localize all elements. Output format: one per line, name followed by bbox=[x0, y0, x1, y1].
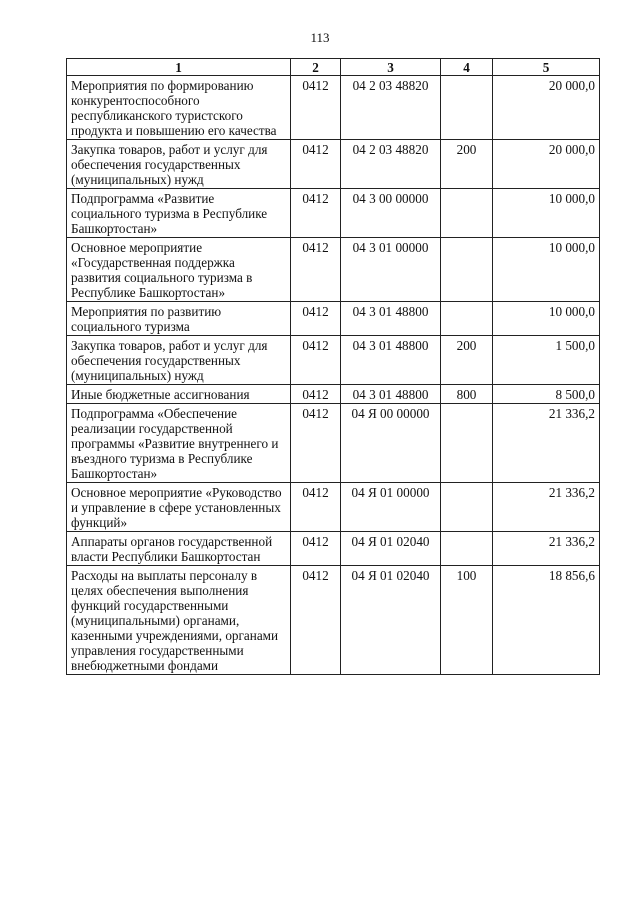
table-header-row bbox=[67, 59, 600, 76]
row-name: Расходы на выплаты персоналу в целях обеспечения выполнения функций государственными (муниципальными) органами, казенными учреждениями, органами управления государственными внебюджетными фондами bbox=[67, 566, 291, 675]
row-section-code: 0412 bbox=[291, 532, 341, 566]
row-target-article: 04 Я 01 02040 bbox=[341, 566, 441, 675]
row-name: Аппараты органов государственной власти Республики Башкортостан bbox=[67, 532, 291, 566]
table-row bbox=[67, 302, 600, 336]
table-row bbox=[67, 566, 600, 675]
table-row bbox=[67, 404, 600, 483]
row-name: Мероприятия по развитию социального туризма bbox=[67, 302, 291, 336]
row-name: Закупка товаров, работ и услуг для обеспечения государственных (муниципальных) нужд bbox=[67, 336, 291, 385]
page-number: 113 bbox=[310, 30, 330, 45]
row-section-code: 0412 bbox=[291, 336, 341, 385]
table-row bbox=[67, 483, 600, 532]
row-expense-type bbox=[441, 189, 493, 238]
row-target-article: 04 Я 00 00000 bbox=[341, 404, 441, 483]
row-amount: 8 500,0 bbox=[493, 385, 600, 404]
row-target-article: 04 3 01 48800 bbox=[341, 385, 441, 404]
row-target-article: 04 2 03 48820 bbox=[341, 140, 441, 189]
header-col-1: 1 bbox=[67, 59, 291, 76]
row-name: Мероприятия по формированию конкурентоспособного республиканского туристского продукта и повышению его качества bbox=[67, 76, 291, 140]
header-col-2: 2 bbox=[291, 59, 341, 76]
row-section-code: 0412 bbox=[291, 238, 341, 302]
header-col-3: 3 bbox=[341, 59, 441, 76]
row-section-code: 0412 bbox=[291, 76, 341, 140]
row-target-article: 04 2 03 48820 bbox=[341, 76, 441, 140]
row-expense-type: 800 bbox=[441, 385, 493, 404]
row-name: Иные бюджетные ассигнования bbox=[67, 385, 291, 404]
row-amount: 10 000,0 bbox=[493, 238, 600, 302]
row-name: Подпрограмма «Развитие социального туризма в Республике Башкортостан» bbox=[67, 189, 291, 238]
row-amount: 20 000,0 bbox=[493, 140, 600, 189]
row-name: Закупка товаров, работ и услуг для обеспечения государственных (муниципальных) нужд bbox=[67, 140, 291, 189]
row-expense-type bbox=[441, 302, 493, 336]
table-row bbox=[67, 238, 600, 302]
row-amount: 10 000,0 bbox=[493, 302, 600, 336]
row-expense-type bbox=[441, 483, 493, 532]
header-col-5: 5 bbox=[493, 59, 600, 76]
row-expense-type: 200 bbox=[441, 336, 493, 385]
row-target-article: 04 Я 01 02040 bbox=[341, 532, 441, 566]
row-amount: 21 336,2 bbox=[493, 483, 600, 532]
row-target-article: 04 3 01 48800 bbox=[341, 302, 441, 336]
row-name: Основное мероприятие «Государственная поддержка развития социального туризма в Республике Башкортостан» bbox=[67, 238, 291, 302]
row-amount: 21 336,2 bbox=[493, 404, 600, 483]
header-col-4: 4 bbox=[441, 59, 493, 76]
row-amount: 21 336,2 bbox=[493, 532, 600, 566]
row-amount: 1 500,0 bbox=[493, 336, 600, 385]
row-expense-type bbox=[441, 532, 493, 566]
row-section-code: 0412 bbox=[291, 566, 341, 675]
row-section-code: 0412 bbox=[291, 189, 341, 238]
table-row bbox=[67, 189, 600, 238]
row-expense-type: 100 bbox=[441, 566, 493, 675]
row-expense-type bbox=[441, 404, 493, 483]
row-target-article: 04 Я 01 00000 bbox=[341, 483, 441, 532]
table-row bbox=[67, 532, 600, 566]
row-target-article: 04 3 01 48800 bbox=[341, 336, 441, 385]
row-section-code: 0412 bbox=[291, 302, 341, 336]
row-expense-type bbox=[441, 76, 493, 140]
table-row bbox=[67, 336, 600, 385]
row-expense-type bbox=[441, 238, 493, 302]
row-amount: 10 000,0 bbox=[493, 189, 600, 238]
row-expense-type: 200 bbox=[441, 140, 493, 189]
row-name: Основное мероприятие «Руководство и управление в сфере установленных функций» bbox=[67, 483, 291, 532]
row-target-article: 04 3 01 00000 bbox=[341, 238, 441, 302]
row-section-code: 0412 bbox=[291, 385, 341, 404]
row-amount: 18 856,6 bbox=[493, 566, 600, 675]
row-amount: 20 000,0 bbox=[493, 76, 600, 140]
budget-table bbox=[66, 58, 600, 675]
table-row bbox=[67, 76, 600, 140]
row-target-article: 04 3 00 00000 bbox=[341, 189, 441, 238]
row-section-code: 0412 bbox=[291, 483, 341, 532]
table-row bbox=[67, 140, 600, 189]
row-section-code: 0412 bbox=[291, 140, 341, 189]
row-section-code: 0412 bbox=[291, 404, 341, 483]
row-name: Подпрограмма «Обеспечение реализации государственной программы «Развитие внутреннего и въездного туризма в Республике Башкортостан» bbox=[67, 404, 291, 483]
table-row bbox=[67, 385, 600, 404]
